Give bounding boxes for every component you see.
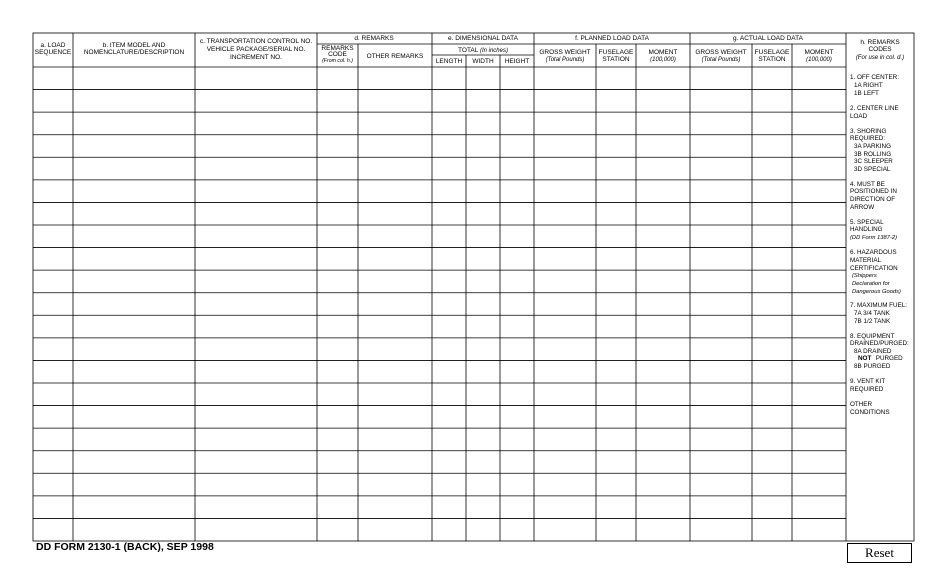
code-other-cont: CONDITIONS [850, 409, 890, 416]
code-3b: 3B ROLLING [854, 151, 892, 158]
col-e-width: WIDTH [472, 58, 494, 65]
code-1: 1. OFF CENTER: [850, 74, 899, 81]
code-7: 7. MAXIMUM FUEL: [850, 302, 908, 309]
code-4-cont1: POSITIONED IN [850, 188, 897, 195]
col-c-line2: VEHICLE PACKAGE/SERIAL NO. [206, 46, 306, 53]
code-2-cont: LOAD [850, 113, 868, 120]
form-border [33, 33, 914, 541]
col-h-line1: h. REMARKS [860, 39, 900, 46]
code-5: 5. SPECIAL [850, 219, 884, 226]
col-a-line2: SEQUENCE [34, 49, 72, 56]
code-3-cont: REQUIRED: [850, 135, 885, 142]
col-c-line3: INCREMENT NO. [230, 54, 282, 61]
code-3: 3. SHORING [850, 128, 887, 135]
remarks-codes-legend [850, 74, 909, 416]
code-7a: 7A 3/4 TANK [854, 310, 890, 317]
col-f-title: f. PLANNED LOAD DATA [575, 35, 649, 42]
col-f-fuselage-line1: FUSELAGE [598, 49, 634, 56]
code-6-note3: Dangerous Goods) [852, 289, 901, 295]
code-8a-not: NOT [858, 355, 872, 362]
code-2: 2. CENTER LINE [850, 105, 899, 112]
col-a-line1: a. LOAD [40, 42, 66, 49]
col-f-moment-line1: MOMENT [648, 49, 678, 56]
col-e-length: LENGTH [435, 58, 463, 65]
col-d-other: OTHER REMARKS [366, 53, 424, 60]
col-b-line1: b. ITEM MODEL AND [102, 42, 166, 49]
code-other: OTHER [850, 401, 873, 408]
code-6-cont2: CERTIFICATION [850, 265, 898, 272]
col-e-total [458, 47, 508, 54]
code-9-cont: REQUIRED [850, 386, 884, 393]
code-4-cont2: DIRECTION OF [850, 196, 896, 203]
col-g-fuselage-line2: STATION [758, 56, 786, 63]
col-f-gross-line2: (Total Pounds) [545, 57, 585, 63]
code-6-note1: (Shippers [852, 273, 877, 279]
col-e-height: HEIGHT [504, 58, 530, 65]
grid-lines [33, 33, 914, 541]
col-e-total-unit: (In inches) [479, 48, 508, 54]
code-5-cont: HANDLING [850, 226, 883, 233]
col-g-fuselage-line1: FUSELAGE [754, 49, 790, 56]
code-8b: 8B PURGED [854, 363, 891, 370]
code-8a-purged: PURGED [875, 355, 903, 362]
col-g-gross-line1: GROSS WEIGHT [695, 49, 747, 56]
col-d-code-line1: REMARKS [321, 45, 354, 52]
col-f-moment-line2: (100,000) [650, 57, 676, 63]
col-d-title: d. REMARKS [354, 35, 394, 42]
code-4-cont3: ARROW [850, 204, 875, 211]
code-3a: 3A PARKING [854, 143, 891, 150]
code-8-cont: DRAINED/PURGED: [850, 340, 909, 347]
code-6-note2: Declaration for [852, 281, 890, 287]
col-e-title: e. DIMENSIONAL DATA [448, 35, 518, 42]
col-g-moment-line1: MOMENT [804, 49, 834, 56]
col-c-line1: c. TRANSPORTATION CONTROL NO. [199, 38, 313, 45]
column-headers [35, 35, 904, 65]
code-5-form: (DD Form 1387-2) [850, 235, 898, 241]
col-d-code-line2: CODE [328, 51, 347, 58]
code-8a: 8A DRAINED [854, 348, 892, 355]
col-d-code-line3: (From col. h.) [322, 58, 353, 64]
code-8: 8. EQUIPMENT [850, 333, 895, 340]
col-g-title: g. ACTUAL LOAD DATA [733, 35, 803, 42]
col-g-gross-line2: (Total Pounds) [701, 57, 741, 63]
col-f-gross-line1: GROSS WEIGHT [539, 49, 591, 56]
col-g-moment-line2: (100,000) [806, 57, 832, 63]
code-3c: 3C SLEEPER [854, 158, 893, 165]
col-b-line2: NOMENCLATURE/DESCRIPTION [83, 49, 185, 56]
code-6-cont1: MATERIAL [850, 257, 882, 264]
form-number: DD FORM 2130-1 (BACK), SEP 1998 [36, 541, 214, 553]
code-9: 9. VENT KIT [850, 378, 886, 385]
reset-button[interactable]: Reset [847, 543, 912, 563]
code-6: 6. HAZARDOUS [850, 249, 897, 256]
code-7b: 7B 1/2 TANK [854, 318, 891, 325]
code-1a: 1A RIGHT [854, 82, 883, 89]
code-1b: 1B LEFT [854, 90, 879, 97]
row-lines [33, 90, 846, 519]
col-e-total-word: TOTAL [458, 47, 479, 54]
code-3d: 3D SPECIAL [854, 166, 891, 173]
col-h-line3: (For use in col. d.) [855, 55, 905, 61]
col-f-fuselage-line2: STATION [602, 56, 630, 63]
col-h-line2: CODES [868, 46, 892, 53]
code-4: 4. MUST BE [850, 181, 885, 188]
